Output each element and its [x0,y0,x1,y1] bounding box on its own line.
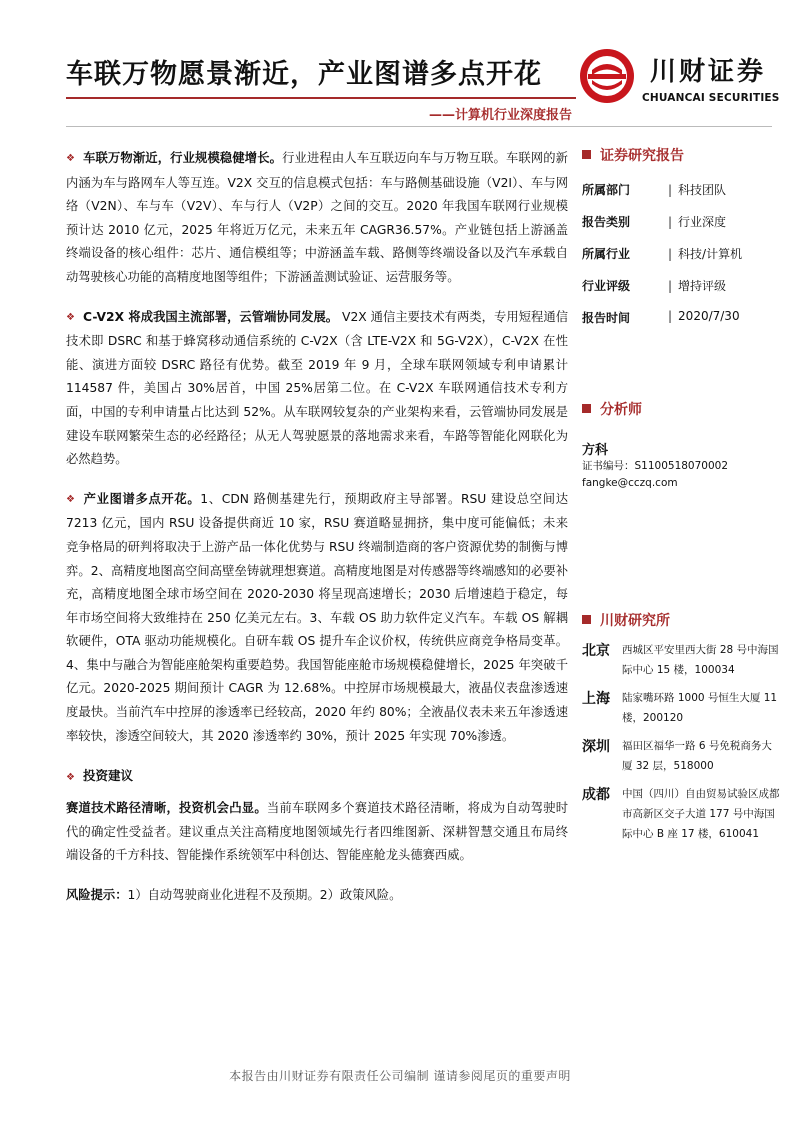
office-chengdu: 成都 中国（四川）自由贸易试验区成都市高新区交子大道 177 号中海国际中心 B 座 17 楼，610041 [582,787,780,840]
paragraph-body: 行业进程由人车互联迈向车与万物互联。车联网的新内涵为车与路网车人等互连。V2X 交互的信息模式包括：车与路侧基础设施（V2I）、车与网络（V2N）、车与车（V2V）、车与行人（V2P）之间的交互。2020 年我国车联网行业规模预计达 2010 亿元，2025 年将近万亿元，未来五年 CAGR36.57%。产业链包括上游涵盖终端设备的核心组件：芯片、通信模组等；中游涵盖车载、路侧等终端设备以及汽车承载自动驾驶核心功能的高精度地图等组件；下游涵盖测试验证、运营服务等。 [66,151,568,284]
diamond-bullet-icon: ❖ [66,311,76,323]
paragraph-body: 1、CDN 路侧基建先行，预期政府主导部署。RSU 建设总空间达 7213 亿元，国内 RSU 设备提供商近 10 家，RSU 赛道略显拥挤，集中度可能偏低；未来竞争格局的研判将取决于上游产品一体化优势与 RSU 终端制造商的客户资源优势的制衡与博弈。2、高精度地图高空间高壁垒铸就理想赛道。高精度地图是对传感器等终端感知的必要补充，高精度地图全球市场空间在 2020-2030 将呈现高速增长；2030 后增速趋于稳定，每年市场空间将大致维持在 250 亿美元左右。3、车载 OS 助力软件定义汽车。车载 OS 解耦软硬件，OTA 驱动功能规模化。自研车载 OS 提升车企议价权，传统供应商竞争格局变革。4、集中与融合为智能座舱架构重要趋势。我国智能座舱市场规模稳健增长，2025 年突破千亿元。2020-2025 期间预计 CAGR 为 12.68%。中控屏市场规模最大，液晶仪表盘渗透速度最快。当前汽车中控屏的渗透率已经较高，2020 年约 80%；全液晶仪表未来五年渗透速率较快，渗透空间较大，其 2020 渗透率约 30%，预计 2025 年实现 70%渗透。 [66,491,568,743]
investment-advice-heading: ❖ 投资建议 [66,768,133,784]
risk-label: 风险提示： [66,888,128,903]
analyst-heading: 分析师 [582,399,782,419]
office-shanghai: 上海 陆家嘴环路 1000 号恒生大厦 11 楼，200120 [582,691,778,724]
report-title: 车联万物愿景渐近，产业图谱多点开花 [66,59,542,90]
paragraph-body: 当前车联网多个赛道技术路径清晰，将成为自动驾驶时代的确定性受益者。建议重点关注高精度地图领域先行者四维图新、深耕智慧交通且布局终端设备的千方科技、智能操作系统领军中科创达、智能座舱龙头德赛西威。 [66,801,568,863]
diamond-bullet-icon: ❖ [66,772,75,784]
analyst-name: 方科 [582,443,609,458]
meta-row-industry: 所属行业 | 科技/计算机 [582,245,782,277]
square-bullet-icon [582,615,591,624]
paragraph-lead: 产业图谱多点开花。 [83,491,201,506]
diamond-bullet-icon: ❖ [66,493,76,505]
paragraph-lead: 车联万物渐近，行业规模稳健增长。 [83,151,283,165]
paragraph-risk [66,884,568,908]
paragraph-lead: 赛道技术路径清晰，投资机会凸显。 [66,801,267,816]
paragraph-lead: C-V2X 将成我国主流部署，云管端协同发展。 [83,309,339,324]
chuancai-logo-icon [578,47,636,105]
square-bullet-icon [582,150,591,159]
header-underline [66,126,772,127]
header-divider [66,97,576,99]
report-subtitle: ——计算机行业深度报告 [428,108,572,123]
paragraph-industry-growth [66,147,568,290]
page-footer: 本报告由川财证券有限责任公司编制 谨请参阅尾页的重要声明 [229,1069,571,1083]
logo-chinese-name: 川财证券 [650,57,767,87]
analyst-email[interactable]: fangke@cczq.com [582,477,678,489]
paragraph-investment [66,797,568,868]
meta-row-rating: 行业评级 | 增持评级 [582,277,782,309]
paragraph-cv2x [66,306,568,472]
paragraph-industry-map [66,488,568,749]
company-logo [578,47,778,109]
office-shenzhen: 深圳 福田区福华一路 6 号免税商务大厦 32 层，518000 [582,739,772,772]
office-beijing: 北京 西城区平安里西大街 28 号中海国际中心 15 楼，100034 [582,643,779,676]
report-type-heading: 证券研究报告 [582,145,782,165]
main-content [66,147,568,924]
institute-heading: 川财研究所 [582,610,782,630]
sidebar [582,145,782,852]
square-bullet-icon [582,404,591,413]
risk-body: 1）自动驾驶商业化进程不及预期。2）政策风险。 [127,888,402,903]
diamond-bullet-icon: ❖ [66,153,76,164]
logo-english-name: CHUANCAI SECURITIES [642,92,780,104]
meta-row-date: 报告时间 | 2020/7/30 [582,309,782,341]
meta-row-department: 所属部门 | 科技团队 [582,181,782,213]
meta-row-category: 报告类别 | 行业深度 [582,213,782,245]
paragraph-body: V2X 通信主要技术有两类，专用短程通信技术即 DSRC 和基于蜂窝移动通信系统的 C-V2X（含 LTE-V2X 和 5G-V2X），C-V2X 在性能、演进方面较 DSRC 路径有优势。截至 2019 年 9 月，全球车联网领域专利申请累计 114587 件，美国占 30%居首，中国 25%居第二位。在 C-V2X 车联网通信技术专利方面，中国的专利申请量占比达到 52%。从车联网较复杂的产业架构来看，云管端协同发展是建设车联网繁荣生态的必经路径；从无人驾驶愿景的落地需求来看，车路等智能化网联化为必然趋势。 [66,309,568,467]
analyst-cert: 证书编号：S1100518070002 [582,460,729,472]
